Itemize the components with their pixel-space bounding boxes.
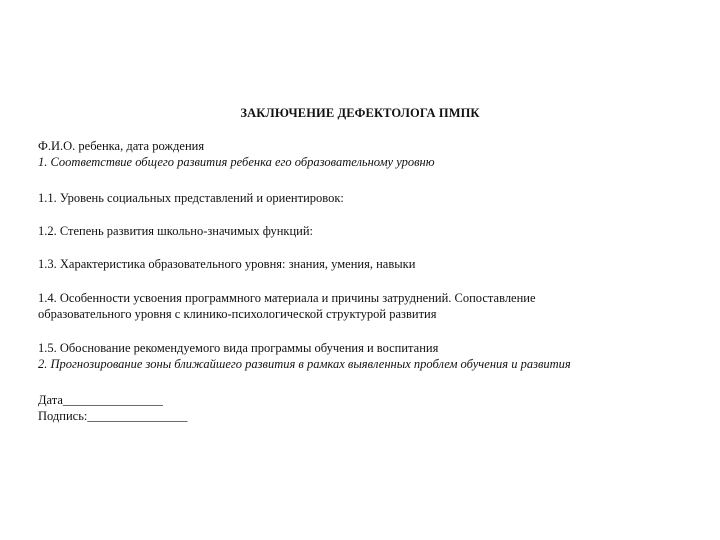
item-1-4-line-1: 1.4. Особенности усвоения программного материала и причины затруднений. Сопоставление [38,291,536,305]
fio-line: Ф.И.О. ребенка, дата рождения [38,139,205,153]
section-2-heading: 2. Прогнозирование зоны ближайшего развития в рамках выявленных проблем обучения и развития [38,357,571,371]
section-1-heading: 1. Соответствие общего развития ребенка его образовательному уровню [38,155,435,169]
item-1-5: 1.5. Обоснование рекомендуемого вида программы обучения и воспитания [38,341,439,355]
item-1-4-line-2: образовательного уровня с клинико-психологической структурой развития [38,307,437,321]
signature-field: Подпись:________________ [38,409,188,423]
item-1-3: 1.3. Характеристика образовательного уровня: знания, умения, навыки [38,257,416,271]
date-field: Дата________________ [38,393,163,407]
document-title: ЗАКЛЮЧЕНИЕ ДЕФЕКТОЛОГА ПМПК [240,106,480,120]
item-1-1: 1.1. Уровень социальных представлений и ориентировок: [38,191,344,205]
item-1-2: 1.2. Степень развития школьно-значимых функций: [38,224,314,238]
